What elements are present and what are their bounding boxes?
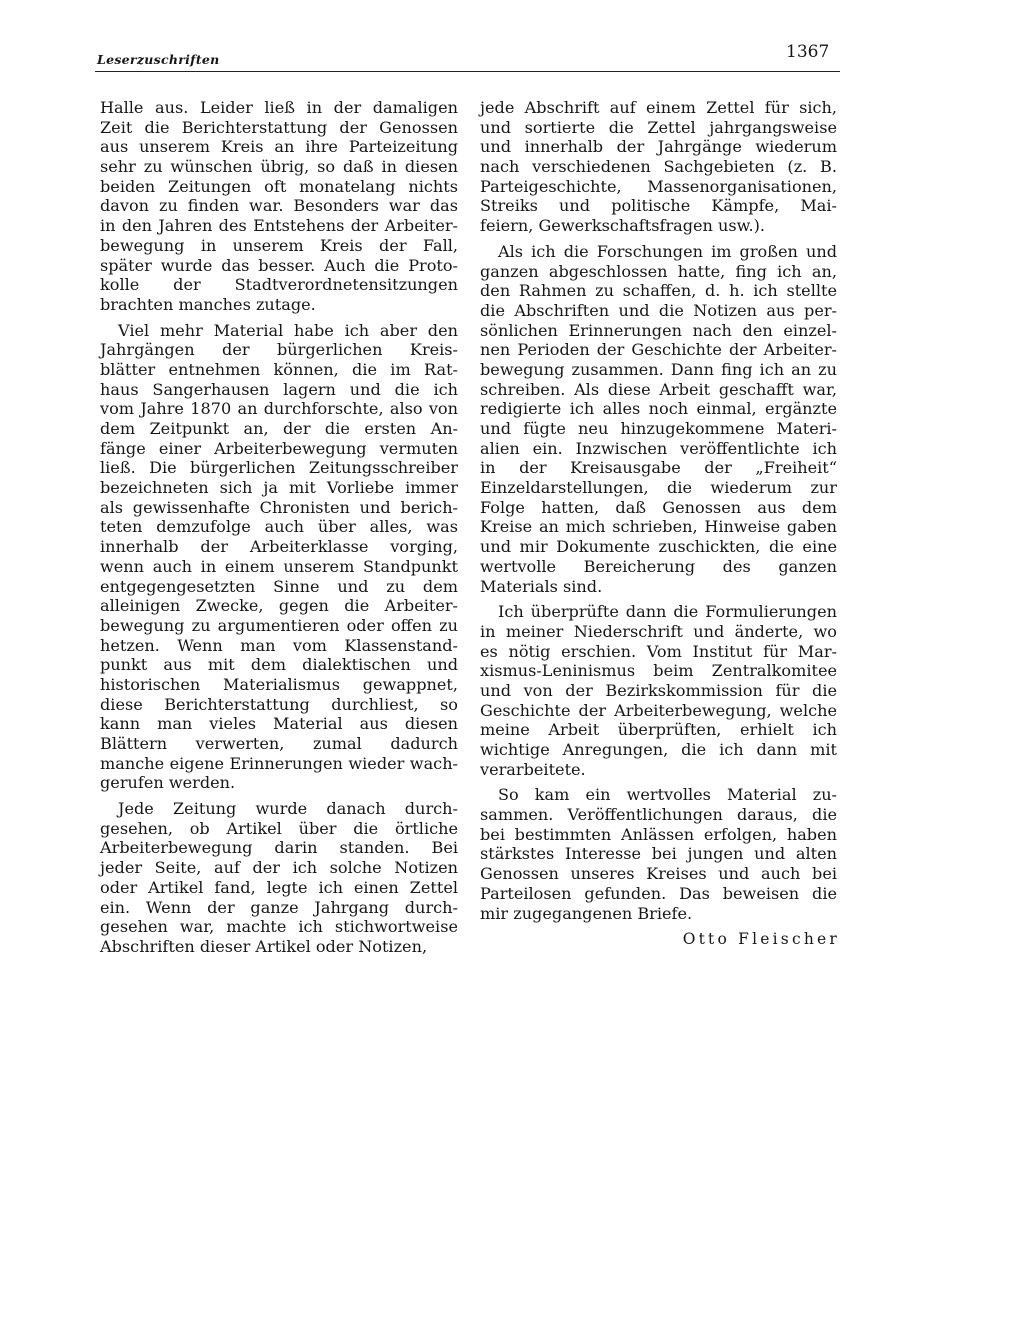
- text-line: bei bestimmten Anlässen erfolgen, haben: [480, 824, 837, 844]
- text-line: redigierte ich alles noch einmal, ergänzte: [480, 399, 837, 419]
- text-line: entgegengesetzten Sinne und zu dem: [100, 576, 458, 596]
- right-column: [480, 98, 837, 923]
- text-line: punkt aus mit dem dialektischen und: [100, 655, 458, 675]
- text-line: hetzen. Wenn man vom Klassenstand-: [100, 635, 458, 655]
- text-line: Viel mehr Material habe ich aber den: [118, 320, 458, 340]
- text-line: Einzeldarstellungen, die wiederum zur: [480, 478, 837, 498]
- author-signature: Otto Fleischer: [682, 930, 840, 948]
- text-line: alien ein. Inzwischen veröffentlichte ich: [480, 438, 837, 458]
- text-line: in meiner Niederschrift und änderte, wo: [480, 621, 837, 641]
- text-line: Blättern verwerten, zumal dadurch: [100, 734, 458, 753]
- text-line: davon zu finden war. Besonders war das: [100, 196, 458, 216]
- text-line: vom Jahre 1870 an durchforschte, also von: [100, 399, 458, 419]
- text-line: Parteilosen gefunden. Das beweisen die: [480, 883, 837, 903]
- text-line: schreiben. Als diese Arbeit geschafft war,: [480, 379, 837, 399]
- text-line: Ich überprüfte dann die Formulierungen: [498, 602, 837, 622]
- text-line: und sortierte die Zettel jahrgangsweise: [480, 117, 837, 137]
- text-line: und von der Bezirkskommission für die: [480, 680, 837, 700]
- text-line: oder Artikel fand, legte ich einen Zettel: [100, 877, 458, 897]
- text-line: So kam ein wertvolles Material zu-: [498, 785, 837, 805]
- text-line: haus Sangerhausen lagern und die ich: [100, 379, 458, 399]
- page-number: 1367: [786, 42, 830, 62]
- text-line: teten demzufolge auch über alles, was: [100, 517, 458, 537]
- text-line: wichtige Anregungen, die ich dann mit: [480, 740, 837, 759]
- text-line: in den Jahren des Entstehens der Arbeiter-: [100, 216, 458, 236]
- text-line: bewegung zu argumentieren oder offen zu: [100, 615, 458, 635]
- text-line: feiern, Gewerkschaftsfragen usw.).: [480, 216, 766, 236]
- text-line: meine Arbeit überprüften, erhielt ich: [480, 720, 837, 740]
- text-line: und fügte neu hinzugekommene Materi-: [480, 419, 837, 438]
- text-line: gerufen werden.: [100, 773, 236, 793]
- text-line: Materials sind.: [480, 576, 603, 596]
- text-line: aus unserem Kreis an ihre Parteizeitung: [100, 137, 458, 157]
- text-line: bewegung in unserem Kreis der Fall,: [100, 235, 458, 255]
- text-line: und mir Dokumente zuschickten, die eine: [480, 537, 837, 557]
- text-line: sönlichen Erinnerungen nach den einzel-: [480, 320, 837, 340]
- text-line: kolle der Stadtverordnetensitzungen: [100, 275, 458, 295]
- text-line: bezeichneten sich ja mit Vorliebe immer: [100, 478, 458, 498]
- left-column: [100, 98, 458, 957]
- text-line: wenn auch in einem unserem Standpunkt: [100, 556, 458, 576]
- text-line: sehr zu wünschen übrig, so daß in diesen: [100, 157, 458, 177]
- text-line: Zeit die Berichterstattung der Genossen: [100, 117, 458, 137]
- text-line: kann man vieles Material aus diesen: [100, 714, 458, 734]
- text-line: und innerhalb der Jahrgänge wiederum: [480, 137, 837, 157]
- text-line: ein. Wenn der ganze Jahrgang durch-: [100, 897, 458, 917]
- text-line: mir zugegangenen Briefe.: [480, 903, 693, 923]
- text-line: gesehen, ob Artikel über die örtliche: [100, 818, 458, 838]
- text-line: ließ. Die bürgerlichen Zeitungsschreiber: [100, 458, 458, 478]
- text-line: die Abschriften und die Notizen aus per-: [480, 300, 837, 320]
- text-line: verarbeitete.: [480, 759, 586, 779]
- text-line: fänge einer Arbeiterbewegung vermuten: [100, 438, 458, 458]
- text-line: Arbeiterbewegung darin standen. Bei: [100, 838, 458, 858]
- section-title: Leserzuschriften: [97, 52, 220, 67]
- header-rule: [95, 71, 840, 72]
- text-line: Abschriften dieser Artikel oder Notizen,: [100, 936, 428, 956]
- text-line: xismus-Leninismus beim Zentralkomitee: [480, 661, 837, 681]
- text-line: sammen. Veröffentlichungen daraus, die: [480, 805, 837, 825]
- text-line: Kreise an mich schrieben, Hinweise gaben: [480, 517, 837, 537]
- text-line: den Rahmen zu schaffen, d. h. ich stellte: [480, 281, 837, 301]
- text-line: brachten manches zutage.: [100, 294, 316, 314]
- text-line: gesehen war, machte ich stichwortweise: [100, 917, 458, 937]
- text-line: als gewissenhafte Chronisten und berich-: [100, 497, 458, 517]
- text-line: stärkstes Interesse bei jungen und alten: [480, 844, 837, 864]
- text-line: später wurde das besser. Auch die Proto-: [100, 255, 458, 275]
- text-line: historischen Materialismus gewappnet,: [100, 674, 458, 694]
- text-line: Jahrgängen der bürgerlichen Kreis-: [100, 340, 458, 360]
- text-line: nach verschiedenen Sachgebieten (z. B.: [480, 157, 837, 177]
- text-line: Folge hatten, daß Genossen aus dem: [480, 497, 837, 517]
- text-line: Jede Zeitung wurde danach durch-: [118, 799, 458, 819]
- text-line: Streiks und politische Kämpfe, Mai-: [480, 196, 837, 216]
- text-line: wertvolle Bereicherung des ganzen: [480, 556, 837, 576]
- text-line: Genossen unseres Kreises und auch bei: [480, 864, 837, 884]
- text-line: es nötig erschien. Vom Institut für Mar-: [480, 641, 837, 661]
- text-line: in der Kreisausgabe der „Freiheit“: [480, 458, 837, 478]
- text-line: Geschichte der Arbeiterbewegung, welche: [480, 700, 837, 720]
- text-line: manche eigene Erinnerungen wieder wach-: [100, 753, 458, 773]
- text-line: alleinigen Zwecke, gegen die Arbeiter-: [100, 596, 458, 616]
- text-line: Halle aus. Leider ließ in der damaligen: [100, 98, 458, 117]
- text-line: innerhalb der Arbeiterklasse vorging,: [100, 537, 458, 557]
- text-line: Als ich die Forschungen im großen und: [498, 241, 837, 261]
- text-line: blätter entnehmen können, die im Rat-: [100, 359, 458, 379]
- text-line: beiden Zeitungen oft monatelang nichts: [100, 176, 458, 196]
- text-line: jeder Seite, auf der ich solche Notizen: [100, 858, 458, 878]
- text-line: bewegung zusammen. Dann fing ich an zu: [480, 359, 837, 379]
- text-line: dem Zeitpunkt an, der die ersten An-: [100, 419, 458, 438]
- text-line: jede Abschrift auf einem Zettel für sich,: [480, 98, 837, 117]
- text-line: Parteigeschichte, Massenorganisationen,: [480, 176, 837, 196]
- text-line: nen Perioden der Geschichte der Arbeiter-: [480, 340, 837, 360]
- text-line: diese Berichterstattung durchliest, so: [100, 694, 458, 714]
- text-line: ganzen abgeschlossen hatte, fing ich an,: [480, 261, 837, 281]
